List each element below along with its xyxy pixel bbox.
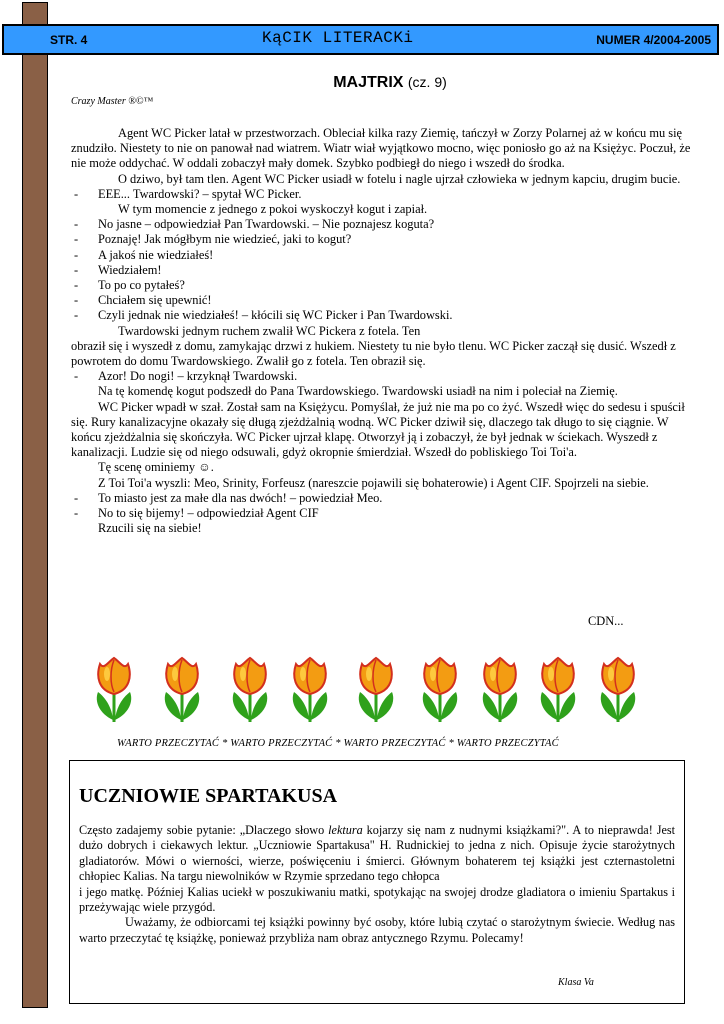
story-paragraph: W tym momencie z jednego z pokoi wyskoczył kogut i zapiał. (118, 202, 428, 217)
story-paragraph: O dziwo, był tam tlen. Agent WC Picker usiadł w fotelu i nagle ujrzał człowieka w jednym kapciu, drugim bucie. (118, 171, 681, 186)
dialogue-line: - Wiedziałem! (71, 263, 699, 278)
page-number: STR. 4 (50, 33, 88, 47)
issue-number: NUMER 4/2004-2005 (596, 33, 711, 47)
tulip-icon (472, 654, 528, 724)
tulip-border (86, 654, 646, 724)
story-paragraph: Tę scenę ominiemy ☺. (98, 460, 214, 475)
dialogue-line: - Czyli jednak nie wiedziałeś! – kłócili się WC Picker i Pan Twardowski. (71, 308, 699, 323)
section-title: KąCIK LITERACKi (262, 29, 414, 47)
review-title: UCZNIOWIE SPARTAKUSA (79, 785, 338, 807)
story-paragraph: obraził się i wyszedł z domu, zamykając drzwi z hukiem. Niestety tu nie było tlenu. WC Picker zaczął się dusić. Wszedł z powrotem do domu Twardowskiego. Zwalił go z fotela. Ten obraził się. (71, 338, 676, 369)
story-title (70, 74, 710, 92)
story-paragraph: Twardowski jednym ruchem zwalił WC Pickera z fotela. Ten (118, 323, 421, 338)
dialogue-line: - A jakoś nie wiedziałeś! (71, 248, 699, 263)
tulip-icon (412, 654, 468, 724)
story-paragraph: WC Picker wpadł w szał. Został sam na Księżycu. Pomyślał, że już nie ma po co żyć. Wszedł więc do sedesu i spuścił się. Rury kanalizacyjne okazały się długą zjeżdżalnią wodną. WC Picker dziwił się, dlaczego tak długo to się ciągnie. W końcu zjeżdżalnia się skończyła. WC Picker ujrzał klapę. Otworzył ją i zobaczył, że był jednak w ściekach. Wyszedł z kanalizacji. Ludzie się od niego odsuwali, gdyż okropnie śmierdział. Wszedł do pobliskiego Toi Toi'a. (71, 399, 685, 460)
book-review-box (69, 760, 685, 1004)
dialogue-line: - EEE... Twardowski? – spytał WC Picker. (71, 187, 699, 202)
story-paragraph: Rzucili się na siebie! (98, 521, 202, 536)
tulip-icon (282, 654, 338, 724)
dialogue-line: - Poznaję! Jak mógłbym nie wiedzieć, jaki to kogut? (71, 232, 699, 247)
story-paragraph: Na tę komendę kogut podszedł do Pana Twardowskiego. Twardowski usiadł na nim i poleciał na Ziemię. (98, 384, 618, 399)
story-body (71, 126, 699, 536)
story-part: (cz. 9) (407, 74, 447, 90)
recommended-banner: WARTO PRZECZYTAĆ * WARTO PRZECZYTAĆ * WARTO PRZECZYTAĆ * WARTO PRZECZYTAĆ (117, 738, 559, 749)
dialogue-line: - Chciałem się upewnić! (71, 293, 699, 308)
story-paragraph: Agent WC Picker latał w przestworzach. Obleciał kilka razy Ziemię, tańczył w Zorzy Polarnej aż w końcu mu się znudziło. Niestety to nie on panował nad wiatrem. Wiatr wiał wyjątkowo mocno, więc poniosło go aż na Księżyc. Poczuł, że nie może oddychać. W oddali zobaczył mały domek. Szybko podbiegł do niego i wszedł do środka. (71, 126, 691, 171)
review-text (79, 823, 675, 946)
review-paragraph-3: Uważamy, że odbiorcami tej książki powinny być osoby, które lubią czytać o starożytnym świecie. Według nas warto przeczytać tę książkę, ponieważ przybliża nam obraz antycznego Rzymu. Polecamy! (79, 915, 675, 945)
story-title-text: MAJTRIX (333, 74, 404, 91)
tulip-icon (530, 654, 586, 724)
tulip-icon (154, 654, 210, 724)
review-paragraph-1: Często zadajemy sobie pytanie: „Dlaczego słowo lektura kojarzy się nam z nudnymi książkami?". A to nieprawda! Jest dużo dobrych i ciekawych lektur. „Uczniowie Spartakusa" H. Rudnickiej to jedna z nich. Opisuje życie starożytnych gladiatorów. Mówi o wierności, wierze, poświęceniu i śmierci. Głównym bohaterem tej książki jest czternastoletni chłopiec Kalias. Na targu niewolników w Rzymie sprzedano tego chłopca (79, 823, 676, 884)
left-spine-bar (22, 2, 48, 1008)
review-paragraph-2: i jego matkę. Później Kalias uciekł w poszukiwaniu matki, spotykając na swojej drodze gladiatora o imieniu Spartakus i przeżywając wiele przygód. (79, 884, 675, 915)
review-signature: Klasa Va (558, 977, 594, 988)
tulip-icon (590, 654, 646, 724)
dialogue-line: - No to się bijemy! – odpowiedział Agent CIF (71, 506, 699, 521)
page-header (2, 24, 719, 55)
tulip-icon (222, 654, 278, 724)
dialogue-line: - To po co pytałeś? (71, 278, 699, 293)
tulip-icon (86, 654, 142, 724)
dialogue-line: - To miasto jest za małe dla nas dwóch! – powiedział Meo. (71, 491, 699, 506)
story-author: Crazy Master ®©™ (71, 96, 154, 107)
story-paragraph: Z Toi Toi'a wyszli: Meo, Srinity, Forfeusz (nareszcie pojawili się bohaterowie) i Agent CIF. Spojrzeli na siebie. (98, 475, 649, 490)
continued-label: CDN... (588, 614, 624, 628)
tulip-icon (348, 654, 404, 724)
dialogue-line: - No jasne – odpowiedział Pan Twardowski. – Nie poznajesz koguta? (71, 217, 699, 232)
dialogue-line: - Azor! Do nogi! – krzyknął Twardowski. (71, 369, 699, 384)
